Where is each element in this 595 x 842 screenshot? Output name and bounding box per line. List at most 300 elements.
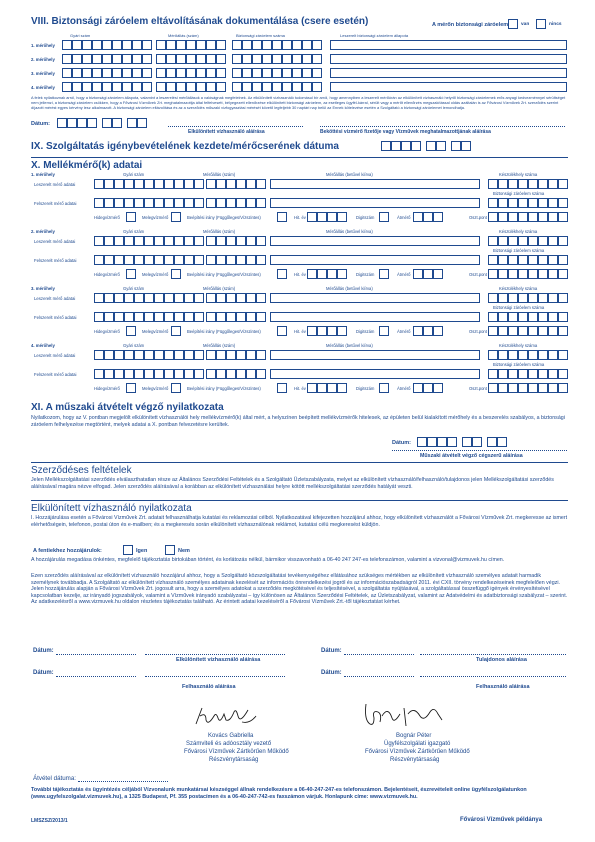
class-box[interactable] (498, 212, 508, 222)
removed-reading-box[interactable] (216, 179, 226, 189)
removed-reading-box[interactable] (256, 236, 266, 246)
device-place-box[interactable] (528, 236, 538, 246)
seal-box[interactable] (558, 255, 568, 265)
removed-reading-box[interactable] (236, 179, 246, 189)
year-box[interactable] (317, 269, 327, 279)
removed-serial-box[interactable] (174, 236, 184, 246)
installed-serial-box[interactable] (124, 312, 134, 322)
installed-serial-box[interactable] (164, 369, 174, 379)
device-place-box[interactable] (538, 179, 548, 189)
date-box[interactable] (77, 118, 87, 128)
serial-box[interactable] (72, 82, 82, 92)
class-box[interactable] (508, 269, 518, 279)
reading-box[interactable] (196, 68, 206, 78)
seal-condition-field[interactable] (330, 68, 567, 78)
cold-checkbox[interactable] (126, 212, 136, 222)
installed-reading-box[interactable] (236, 312, 246, 322)
device-place-box[interactable] (488, 293, 498, 303)
installed-serial-box[interactable] (174, 198, 184, 208)
removed-serial-box[interactable] (134, 293, 144, 303)
s8-sig2-line[interactable] (320, 126, 565, 127)
class-box[interactable] (518, 383, 528, 393)
class-box[interactable] (508, 212, 518, 222)
seal-box[interactable] (558, 312, 568, 322)
decl-date-line-4[interactable] (344, 676, 414, 677)
acceptance-date-box[interactable] (447, 437, 457, 447)
reading-box[interactable] (166, 54, 176, 64)
class-box[interactable] (528, 383, 538, 393)
year-box[interactable] (317, 326, 327, 336)
installed-reading-box[interactable] (206, 255, 216, 265)
acceptance-date-box[interactable] (417, 437, 427, 447)
device-place-box[interactable] (508, 179, 518, 189)
seal-number-box[interactable] (272, 54, 282, 64)
installed-reading-box[interactable] (216, 312, 226, 322)
removed-serial-box[interactable] (124, 293, 134, 303)
diameter-box[interactable] (413, 383, 423, 393)
installed-serial-box[interactable] (174, 255, 184, 265)
reading-box[interactable] (206, 82, 216, 92)
year-box[interactable] (337, 326, 347, 336)
seal-number-box[interactable] (292, 40, 302, 50)
reading-box[interactable] (176, 68, 186, 78)
installed-serial-box[interactable] (144, 369, 154, 379)
reading-box[interactable] (156, 54, 166, 64)
removed-serial-box[interactable] (184, 179, 194, 189)
seal-box[interactable] (498, 312, 508, 322)
seal-number-box[interactable] (232, 54, 242, 64)
installed-serial-box[interactable] (134, 312, 144, 322)
direction-box[interactable] (277, 269, 287, 279)
installed-reading-box[interactable] (206, 369, 216, 379)
installed-reading-box[interactable] (226, 255, 236, 265)
removed-serial-box[interactable] (94, 293, 104, 303)
removed-reading-box[interactable] (236, 236, 246, 246)
class-box[interactable] (518, 269, 528, 279)
seal-number-box[interactable] (272, 40, 282, 50)
seal-number-box[interactable] (232, 40, 242, 50)
installed-reading-box[interactable] (256, 198, 266, 208)
class-box[interactable] (538, 326, 548, 336)
device-place-box[interactable] (518, 350, 528, 360)
seal-number-box[interactable] (262, 82, 272, 92)
removed-serial-box[interactable] (134, 179, 144, 189)
installed-reading-box[interactable] (226, 312, 236, 322)
device-place-box[interactable] (548, 236, 558, 246)
removed-reading-box[interactable] (226, 293, 236, 303)
device-place-box[interactable] (498, 350, 508, 360)
removed-serial-box[interactable] (104, 236, 114, 246)
device-place-box[interactable] (558, 293, 568, 303)
installed-reading-words[interactable] (270, 369, 480, 379)
installed-serial-box[interactable] (154, 198, 164, 208)
date-box[interactable] (137, 118, 147, 128)
seal-number-box[interactable] (252, 82, 262, 92)
removed-serial-box[interactable] (144, 179, 154, 189)
removed-reading-box[interactable] (226, 179, 236, 189)
removed-reading-box[interactable] (246, 236, 256, 246)
receipt-date-line[interactable] (78, 781, 168, 782)
serial-box[interactable] (72, 54, 82, 64)
start-date-box[interactable] (391, 141, 401, 151)
date-box[interactable] (67, 118, 77, 128)
start-date-box[interactable] (381, 141, 391, 151)
decl-date-line-3[interactable] (56, 676, 136, 677)
start-date-box[interactable] (426, 141, 436, 151)
warm-checkbox[interactable] (171, 383, 181, 393)
device-place-box[interactable] (558, 179, 568, 189)
reading-box[interactable] (206, 54, 216, 64)
installed-serial-box[interactable] (114, 312, 124, 322)
device-place-box[interactable] (488, 350, 498, 360)
installed-serial-box[interactable] (194, 255, 204, 265)
serial-box[interactable] (82, 68, 92, 78)
reading-box[interactable] (166, 40, 176, 50)
serial-box[interactable] (82, 40, 92, 50)
diameter-box[interactable] (433, 269, 443, 279)
seal-box[interactable] (498, 198, 508, 208)
device-place-box[interactable] (518, 179, 528, 189)
seal-number-box[interactable] (252, 40, 262, 50)
s8-sig1-line[interactable] (168, 126, 303, 127)
class-box[interactable] (518, 326, 528, 336)
device-place-box[interactable] (548, 179, 558, 189)
removed-serial-box[interactable] (194, 350, 204, 360)
diameter-box[interactable] (423, 383, 433, 393)
removed-reading-words[interactable] (270, 236, 480, 246)
serial-box[interactable] (102, 54, 112, 64)
warm-checkbox[interactable] (171, 326, 181, 336)
removed-serial-box[interactable] (164, 350, 174, 360)
year-box[interactable] (327, 383, 337, 393)
seal-box[interactable] (518, 198, 528, 208)
device-place-box[interactable] (508, 350, 518, 360)
start-date-box[interactable] (461, 141, 471, 151)
device-place-box[interactable] (528, 179, 538, 189)
removed-serial-box[interactable] (134, 350, 144, 360)
removed-reading-box[interactable] (206, 179, 216, 189)
installed-serial-box[interactable] (154, 369, 164, 379)
serial-box[interactable] (62, 40, 72, 50)
class-box[interactable] (508, 326, 518, 336)
installed-serial-box[interactable] (154, 255, 164, 265)
device-place-box[interactable] (558, 350, 568, 360)
device-place-box[interactable] (498, 179, 508, 189)
reading-box[interactable] (186, 68, 196, 78)
installed-serial-box[interactable] (184, 369, 194, 379)
seal-number-box[interactable] (292, 68, 302, 78)
removed-reading-box[interactable] (256, 350, 266, 360)
seal-box[interactable] (548, 198, 558, 208)
reading-box[interactable] (186, 40, 196, 50)
serial-box[interactable] (142, 68, 152, 78)
warm-checkbox[interactable] (171, 269, 181, 279)
device-place-box[interactable] (508, 236, 518, 246)
device-place-box[interactable] (548, 350, 558, 360)
installed-serial-box[interactable] (174, 312, 184, 322)
removed-reading-box[interactable] (236, 293, 246, 303)
installed-reading-box[interactable] (246, 312, 256, 322)
cold-checkbox[interactable] (126, 383, 136, 393)
removed-serial-box[interactable] (164, 236, 174, 246)
removed-serial-box[interactable] (144, 236, 154, 246)
installed-serial-box[interactable] (194, 369, 204, 379)
reading-box[interactable] (216, 54, 226, 64)
seal-number-box[interactable] (242, 54, 252, 64)
installed-serial-box[interactable] (144, 198, 154, 208)
removed-reading-box[interactable] (246, 179, 256, 189)
installed-serial-box[interactable] (104, 312, 114, 322)
seal-box[interactable] (508, 369, 518, 379)
class-box[interactable] (558, 212, 568, 222)
seal-number-box[interactable] (312, 82, 322, 92)
installed-serial-box[interactable] (114, 255, 124, 265)
seal-number-box[interactable] (302, 54, 312, 64)
class-box[interactable] (538, 269, 548, 279)
removed-reading-box[interactable] (256, 179, 266, 189)
removed-serial-box[interactable] (184, 293, 194, 303)
reading-box[interactable] (196, 40, 206, 50)
removed-serial-box[interactable] (104, 350, 114, 360)
seal-box[interactable] (528, 198, 538, 208)
installed-serial-box[interactable] (154, 312, 164, 322)
diameter-box[interactable] (413, 212, 423, 222)
serial-box[interactable] (92, 40, 102, 50)
serial-box[interactable] (132, 40, 142, 50)
year-box[interactable] (307, 326, 317, 336)
removed-serial-box[interactable] (94, 236, 104, 246)
acceptance-date-box[interactable] (472, 437, 482, 447)
consent-no-checkbox[interactable] (165, 545, 175, 555)
serial-box[interactable] (142, 82, 152, 92)
serial-box[interactable] (102, 40, 112, 50)
serial-box[interactable] (82, 54, 92, 64)
seal-box[interactable] (548, 369, 558, 379)
seal-number-box[interactable] (272, 82, 282, 92)
consent-yes-checkbox[interactable] (123, 545, 133, 555)
cold-checkbox[interactable] (126, 269, 136, 279)
removed-reading-box[interactable] (236, 350, 246, 360)
date-box[interactable] (87, 118, 97, 128)
class-box[interactable] (548, 326, 558, 336)
installed-serial-box[interactable] (164, 312, 174, 322)
removed-serial-box[interactable] (114, 236, 124, 246)
serial-box[interactable] (82, 82, 92, 92)
installed-serial-box[interactable] (144, 255, 154, 265)
removed-serial-box[interactable] (194, 293, 204, 303)
removed-reading-box[interactable] (226, 350, 236, 360)
device-place-box[interactable] (518, 236, 528, 246)
removed-serial-box[interactable] (174, 350, 184, 360)
acceptance-date-box[interactable] (497, 437, 507, 447)
serial-box[interactable] (62, 54, 72, 64)
installed-serial-box[interactable] (184, 312, 194, 322)
installed-serial-box[interactable] (94, 255, 104, 265)
removed-serial-box[interactable] (94, 179, 104, 189)
acceptance-date-box[interactable] (487, 437, 497, 447)
removed-serial-box[interactable] (154, 293, 164, 303)
reading-box[interactable] (206, 40, 216, 50)
reading-box[interactable] (166, 82, 176, 92)
serial-box[interactable] (132, 54, 142, 64)
seal-box[interactable] (488, 198, 498, 208)
year-box[interactable] (317, 383, 327, 393)
installed-serial-box[interactable] (124, 198, 134, 208)
date-box[interactable] (102, 118, 112, 128)
installed-reading-box[interactable] (236, 369, 246, 379)
user-sig-line-1[interactable] (145, 676, 285, 677)
installed-serial-box[interactable] (174, 369, 184, 379)
removed-reading-box[interactable] (256, 293, 266, 303)
reading-box[interactable] (166, 68, 176, 78)
installed-reading-box[interactable] (256, 312, 266, 322)
class-box[interactable] (558, 269, 568, 279)
class-box[interactable] (538, 383, 548, 393)
removed-reading-box[interactable] (216, 350, 226, 360)
class-box[interactable] (548, 269, 558, 279)
serial-box[interactable] (122, 68, 132, 78)
installed-reading-box[interactable] (216, 369, 226, 379)
serial-box[interactable] (102, 82, 112, 92)
installed-reading-box[interactable] (246, 255, 256, 265)
installed-serial-box[interactable] (134, 369, 144, 379)
installed-reading-box[interactable] (236, 198, 246, 208)
seal-box[interactable] (528, 255, 538, 265)
removed-reading-box[interactable] (216, 293, 226, 303)
removed-serial-box[interactable] (174, 293, 184, 303)
seal-box[interactable] (548, 312, 558, 322)
serial-box[interactable] (92, 54, 102, 64)
removed-serial-box[interactable] (144, 293, 154, 303)
start-date-box[interactable] (411, 141, 421, 151)
serial-box[interactable] (122, 82, 132, 92)
class-box[interactable] (488, 326, 498, 336)
installed-serial-box[interactable] (104, 255, 114, 265)
removed-serial-box[interactable] (114, 179, 124, 189)
serial-box[interactable] (112, 82, 122, 92)
class-box[interactable] (528, 326, 538, 336)
removed-reading-box[interactable] (246, 293, 256, 303)
serial-box[interactable] (112, 68, 122, 78)
s11-sig-line[interactable] (392, 450, 567, 451)
date-box[interactable] (127, 118, 137, 128)
installed-reading-box[interactable] (216, 255, 226, 265)
seal-no-checkbox[interactable] (536, 19, 546, 29)
direction-box[interactable] (277, 383, 287, 393)
diameter-box[interactable] (423, 326, 433, 336)
installed-reading-box[interactable] (236, 255, 246, 265)
year-box[interactable] (337, 383, 347, 393)
device-place-box[interactable] (508, 293, 518, 303)
device-place-box[interactable] (528, 293, 538, 303)
seal-number-box[interactable] (252, 54, 262, 64)
removed-serial-box[interactable] (154, 179, 164, 189)
class-box[interactable] (498, 269, 508, 279)
device-place-box[interactable] (518, 293, 528, 303)
installed-serial-box[interactable] (104, 198, 114, 208)
serial-box[interactable] (102, 68, 112, 78)
seal-number-box[interactable] (302, 82, 312, 92)
removed-serial-box[interactable] (184, 350, 194, 360)
installed-serial-box[interactable] (144, 312, 154, 322)
installed-reading-words[interactable] (270, 255, 480, 265)
class-box[interactable] (498, 383, 508, 393)
serial-box[interactable] (122, 54, 132, 64)
removed-serial-box[interactable] (134, 236, 144, 246)
digit-box[interactable] (379, 326, 389, 336)
seal-number-box[interactable] (282, 54, 292, 64)
seal-box[interactable] (538, 369, 548, 379)
date-box[interactable] (57, 118, 67, 128)
installed-serial-box[interactable] (194, 312, 204, 322)
installed-serial-box[interactable] (194, 198, 204, 208)
class-box[interactable] (558, 326, 568, 336)
seal-box[interactable] (548, 255, 558, 265)
serial-box[interactable] (112, 54, 122, 64)
seal-box[interactable] (508, 312, 518, 322)
installed-serial-box[interactable] (94, 369, 104, 379)
owner-sig-line[interactable] (145, 654, 285, 655)
year-box[interactable] (307, 383, 317, 393)
seal-number-box[interactable] (312, 54, 322, 64)
class-box[interactable] (548, 383, 558, 393)
year-box[interactable] (337, 269, 347, 279)
seal-condition-field[interactable] (330, 82, 567, 92)
digit-box[interactable] (379, 383, 389, 393)
seal-box[interactable] (538, 255, 548, 265)
reading-box[interactable] (156, 68, 166, 78)
installed-serial-box[interactable] (114, 369, 124, 379)
device-place-box[interactable] (538, 293, 548, 303)
installed-serial-box[interactable] (134, 198, 144, 208)
removed-reading-box[interactable] (246, 350, 256, 360)
class-box[interactable] (548, 212, 558, 222)
removed-serial-box[interactable] (154, 350, 164, 360)
removed-reading-box[interactable] (206, 293, 216, 303)
seal-box[interactable] (558, 369, 568, 379)
removed-reading-box[interactable] (206, 350, 216, 360)
installed-serial-box[interactable] (94, 198, 104, 208)
serial-box[interactable] (92, 68, 102, 78)
class-box[interactable] (488, 269, 498, 279)
installed-serial-box[interactable] (124, 255, 134, 265)
seal-number-box[interactable] (242, 68, 252, 78)
seal-number-box[interactable] (272, 68, 282, 78)
removed-serial-box[interactable] (94, 350, 104, 360)
removed-reading-words[interactable] (270, 350, 480, 360)
removed-serial-box[interactable] (124, 236, 134, 246)
class-box[interactable] (558, 383, 568, 393)
user-sig-line-2[interactable] (420, 676, 566, 677)
seal-box[interactable] (538, 198, 548, 208)
serial-box[interactable] (72, 40, 82, 50)
removed-serial-box[interactable] (184, 236, 194, 246)
installed-reading-box[interactable] (246, 198, 256, 208)
installed-serial-box[interactable] (124, 369, 134, 379)
removed-reading-words[interactable] (270, 293, 480, 303)
seal-yes-checkbox[interactable] (508, 19, 518, 29)
installed-reading-box[interactable] (226, 369, 236, 379)
seal-box[interactable] (528, 369, 538, 379)
cold-checkbox[interactable] (126, 326, 136, 336)
installed-reading-box[interactable] (246, 369, 256, 379)
removed-serial-box[interactable] (124, 350, 134, 360)
reading-box[interactable] (156, 82, 166, 92)
direction-box[interactable] (277, 326, 287, 336)
device-place-box[interactable] (548, 293, 558, 303)
installed-reading-box[interactable] (216, 198, 226, 208)
diameter-box[interactable] (433, 326, 443, 336)
